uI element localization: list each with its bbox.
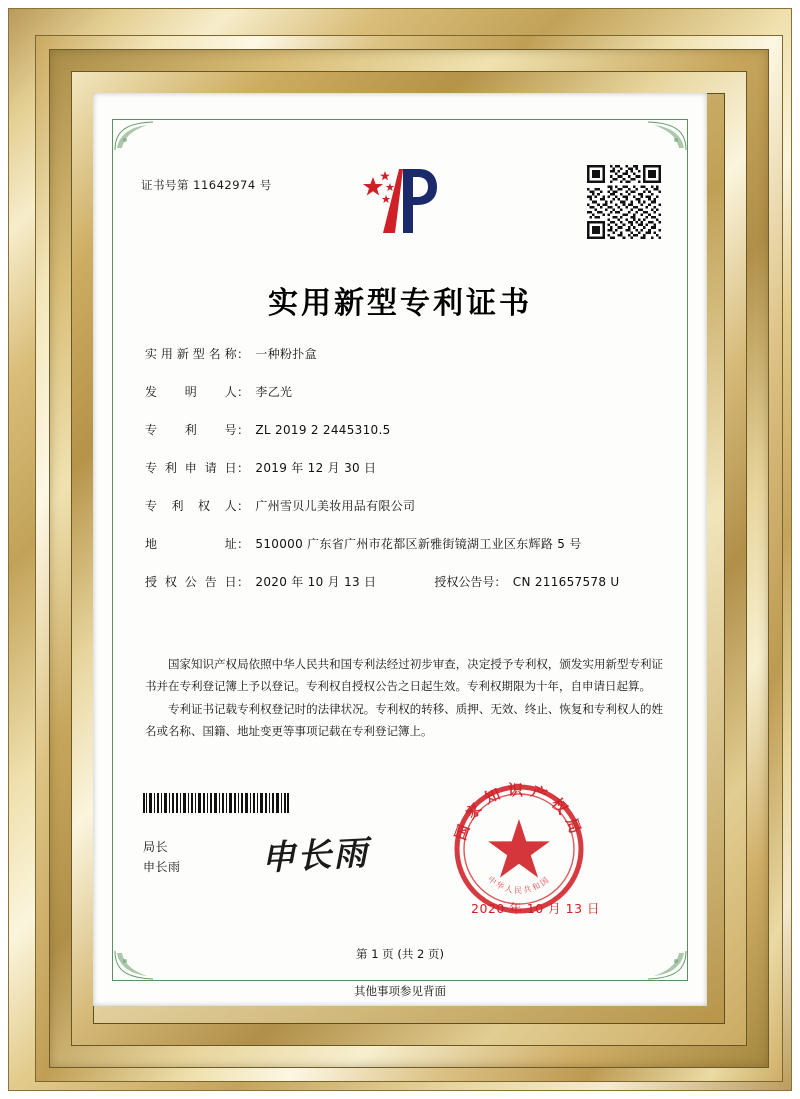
field-value-utility-model-name: 一种粉扑盒 xyxy=(255,347,317,361)
field-value-patentee: 广州雪贝儿美妆用品有限公司 xyxy=(255,499,416,513)
field-value-application-date: 2019 年 12 月 30 日 xyxy=(255,461,377,475)
field-row-grant-announcement xyxy=(145,573,665,590)
body-paragraph-2: 专利证书记载专利权登记时的法律状况。专利权的转移、质押、无效、终止、恢复和专利权人的姓名或名称、国籍、地址变更等事项记载在专利登记簿上。 xyxy=(145,701,663,739)
field-colon: ： xyxy=(237,575,250,589)
field-row-patentee xyxy=(145,497,665,514)
field-value-inventor: 李乙光 xyxy=(255,385,293,399)
field-label-inventor: 发 明 人 xyxy=(145,385,237,399)
barcode xyxy=(143,793,289,813)
svg-text:中华人民共和国: 中华人民共和国 xyxy=(486,874,552,895)
field-row-application-date xyxy=(145,459,665,476)
certificate-body-text xyxy=(145,653,663,743)
signature-name: 申长雨 xyxy=(143,859,181,874)
field-label-utility-model-name: 实用新型名称 xyxy=(145,347,237,361)
field-label-patentee: 专 利 权 人 xyxy=(145,499,237,513)
field-colon: ： xyxy=(237,537,250,551)
certificate-content xyxy=(93,93,707,1006)
signature-office-label: 局长 xyxy=(143,840,169,854)
signature-block xyxy=(143,838,181,878)
cnipa-emblem-icon xyxy=(359,163,443,239)
page-indicator: 第 1 页 (共 2 页) xyxy=(356,947,444,961)
svg-text:国家知识产权局: 国家知识产权局 xyxy=(451,781,587,843)
field-colon: ： xyxy=(237,499,250,513)
qr-code xyxy=(587,165,661,239)
field-label-patent-number: 专 利 号 xyxy=(145,423,237,437)
page-title: 实用新型专利证书 xyxy=(268,286,532,321)
body-paragraph-1: 国家知识产权局依照中华人民共和国专利法经过初步审查，决定授予专利权，颁发实用新型专利证书并在专利登记簿上予以登记。专利权自授权公告之日起生效。专利权期限为十年，自申请日起算。 xyxy=(145,657,663,694)
seal-date: 2020 年 10 月 13 日 xyxy=(471,901,600,916)
field-colon: ： xyxy=(237,423,250,437)
field-label-grant-number: 授权公告号 xyxy=(434,575,495,589)
field-colon: ： xyxy=(237,347,250,361)
certificate-number: 证书号第 11642974 号 xyxy=(141,178,272,192)
field-value-patent-number: ZL 2019 2 2445310.5 xyxy=(255,423,391,437)
certificate-fields xyxy=(145,345,665,611)
field-colon: ： xyxy=(237,385,250,399)
field-label-grant-date: 授权公告日 xyxy=(145,575,237,589)
field-colon: ： xyxy=(237,461,250,475)
footnote: 其他事项参见背面 xyxy=(354,984,446,998)
field-row-inventor xyxy=(145,383,665,400)
field-row-utility-model-name xyxy=(145,345,665,362)
handwritten-signature: 申长雨 xyxy=(260,833,371,879)
field-row-address xyxy=(145,535,665,552)
field-row-patent-number xyxy=(145,421,665,438)
field-value-grant-number: CN 211657578 U xyxy=(512,575,620,589)
field-label-address: 地 址 xyxy=(145,537,237,551)
field-value-address: 510000 广东省广州市花都区新雅街镜湖工业区东辉路 5 号 xyxy=(255,537,582,551)
field-colon: ： xyxy=(494,575,507,589)
field-label-application-date: 专利申请日 xyxy=(145,461,237,475)
certificate-paper xyxy=(93,93,707,1006)
field-value-grant-date: 2020 年 10 月 13 日 xyxy=(255,575,377,589)
